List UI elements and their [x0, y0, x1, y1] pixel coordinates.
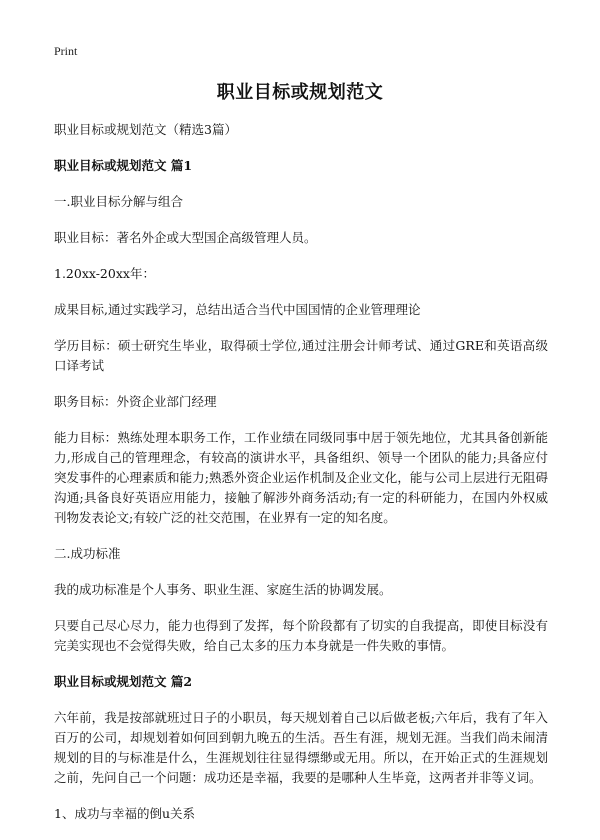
intro-text: 职业目标或规划范文（精选3篇）	[54, 122, 237, 137]
paragraph: 我的成功标准是个人事务、职业生涯、家庭生活的协调发展。	[54, 582, 392, 597]
paragraph: 职务目标：外资企业部门经理	[54, 394, 217, 409]
print-link[interactable]: Print	[54, 44, 78, 58]
paragraph: 能力目标：熟练处理本职务工作，工作业绩在同级同事中居于领先地位，尤其具备创新能力,形成自己的管理理念，有较高的演讲水平，具备组织、领导一个团队的能力;具备应付突发事件的心理素质和能力;熟悉外资企业运作机制及企业文化，能与公司上层进行无阻碍沟通;具备良好英语应用能力，接触了解涉外商务活动;有一定的科研能力，在国内外权威刊物发表论文;有较广泛的社交范围，在业界有一定的知名度。	[54, 430, 548, 525]
paragraph: 成果目标,通过实践学习，总结出适合当代中国国情的企业管理理论	[54, 302, 421, 317]
section-heading-1: 职业目标或规划范文 篇1	[54, 158, 193, 173]
paragraph: 1、成功与幸福的倒u关系	[54, 806, 196, 821]
section-heading-2: 职业目标或规划范文 篇2	[54, 674, 193, 689]
paragraph: 职业目标：著名外企或大型国企高级管理人员。	[54, 230, 317, 245]
document-title: 职业目标或规划范文	[216, 82, 384, 103]
paragraph: 1.20xx-20xx年：	[54, 266, 155, 281]
document-body	[54, 120, 548, 840]
paragraph: 学历目标：硕士研究生毕业，取得硕士学位,通过注册会计师考试、通过GRE和英语高级口译考试	[54, 338, 548, 373]
paragraph: 只要自己尽心尽力，能力也得到了发挥，每个阶段都有了切实的自我提高，即使目标没有完美实现也不会觉得失败，给自己太多的压力本身就是一件失败的事情。	[54, 618, 548, 653]
paragraph: 二.成功标准	[54, 546, 121, 561]
paragraph: 一.职业目标分解与组合	[54, 194, 183, 209]
paragraph: 六年前，我是按部就班过日子的小职员，每天规划着自己以后做老板;六年后，我有了年入百万的公司，却规划着如何回到朝九晚五的生活。吾生有涯，规划无涯。当我们尚未闹清规划的目的与标准是什么，生涯规划往往显得缥缈或无用。所以，在开始正式的生涯规划之前，先问自己一个问题：成功还是幸福，我要的是哪种人生毕竟，这两者并非等义词。	[54, 710, 548, 785]
